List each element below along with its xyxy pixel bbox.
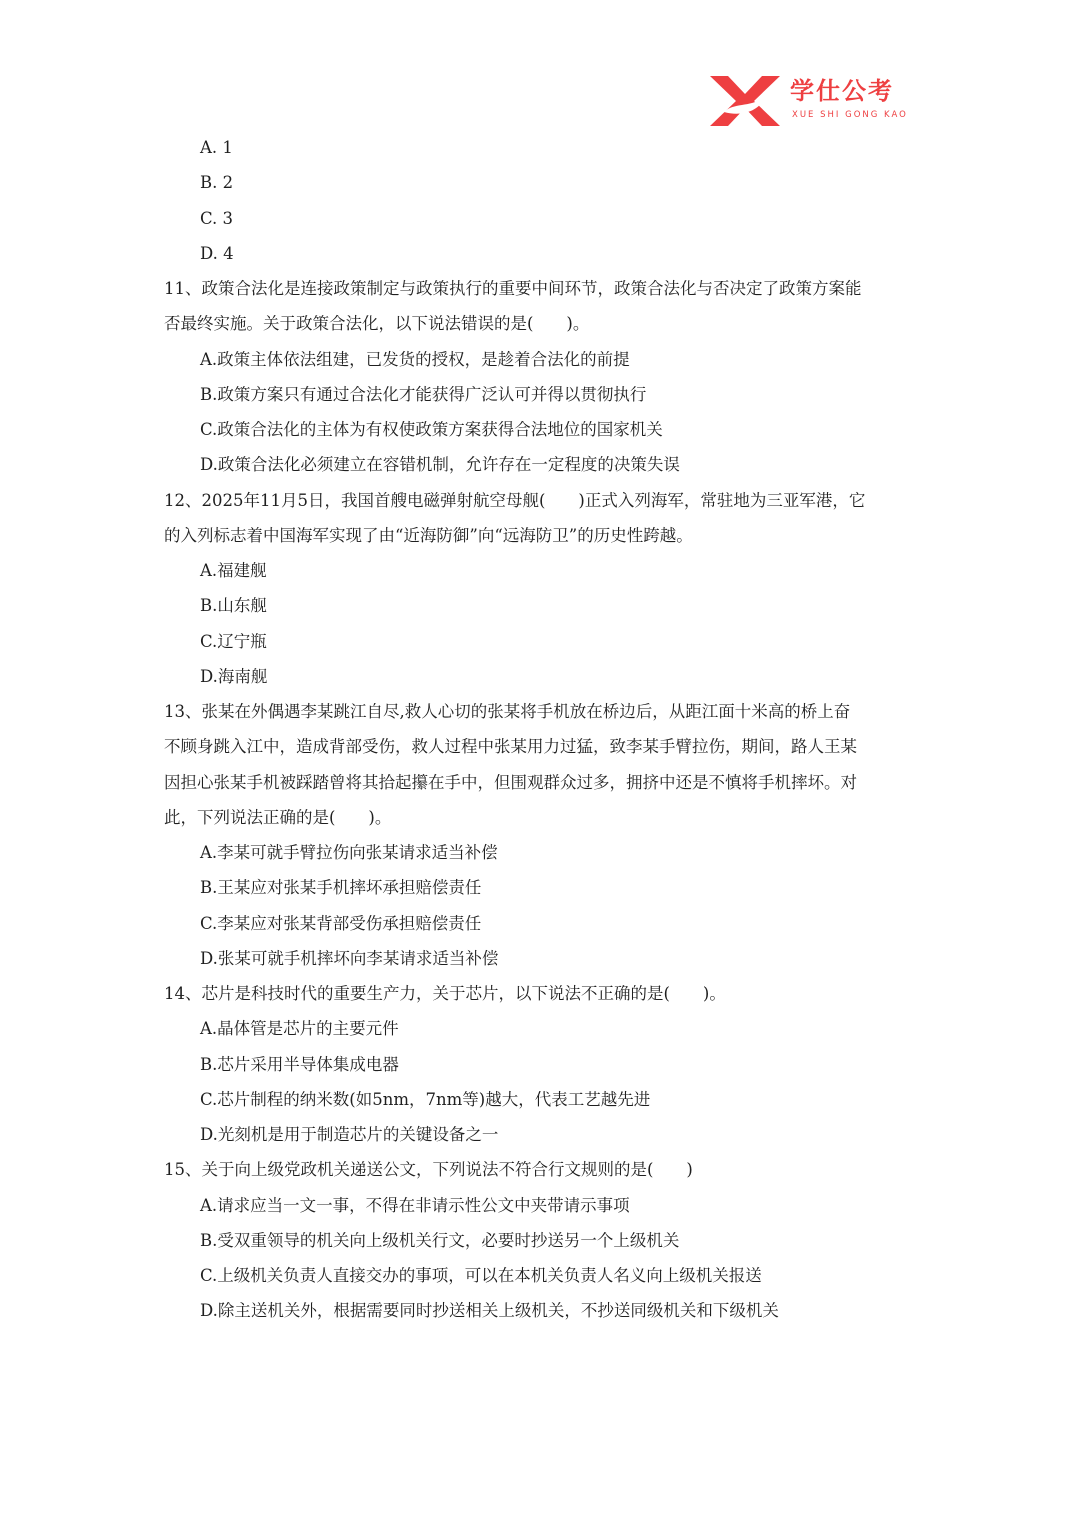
answer-option: D.海南舰 <box>200 666 268 686</box>
answer-option: A.政策主体依法组建，已发货的授权，是趁着合法化的前提 <box>200 349 630 369</box>
logo-text: 学仕公考 <box>790 77 894 105</box>
answer-option: C.辽宁瓶 <box>200 631 267 651</box>
answer-option: C. 3 <box>200 208 234 228</box>
answer-option: B.政策方案只有通过合法化才能获得广泛认可并得以贯彻执行 <box>200 384 647 404</box>
logo-x-icon <box>708 74 782 128</box>
question-text: 否最终实施。关于政策合法化，以下说法错误的是( )。 <box>164 314 590 334</box>
answer-option: D.光刻机是用于制造芯片的关键设备之一 <box>200 1125 499 1144</box>
answer-option: B. 2 <box>200 173 234 193</box>
question-text: 因担心张某手机被踩踏曾将其拾起攥在手中，但围观群众过多，拥挤中还是不慎将手机摔坏。对 <box>164 772 857 792</box>
exam-content <box>0 130 1080 1329</box>
answer-option: D.除主送机关外，根据需要同时抄送相关上级机关，不抄送同级机关和下级机关 <box>200 1301 779 1321</box>
logo-subtext: XUE SHI GONG KAO <box>792 110 908 120</box>
answer-option: C.上级机关负责人直接交办的事项，可以在本机关负责人名义向上级机关报送 <box>200 1266 762 1285</box>
question-text: 不顾身跳入江中，造成背部受伤，救人过程中张某用力过猛，致李某手臂拉伤，期间，路人王某 <box>164 737 857 757</box>
question-text: 的入列标志着中国海军实现了由“近海防御”向“远海防卫”的历史性跨越。 <box>164 525 693 545</box>
answer-option: A. 1 <box>200 138 233 157</box>
answer-option: B.王某应对张某手机摔坏承担赔偿责任 <box>200 878 482 898</box>
question-text: 11、政策合法化是连接政策制定与政策执行的重要中间环节，政策合法化与否决定了政策方案能 <box>164 279 862 298</box>
answer-option: B.芯片采用半导体集成电器 <box>200 1054 399 1074</box>
answer-option: A.福建舰 <box>200 561 267 580</box>
brand-logo <box>708 74 928 128</box>
answer-option: C.李某应对张某背部受伤承担赔偿责任 <box>200 913 482 933</box>
question-text: 15、关于向上级党政机关递送公文，下列说法不符合行文规则的是( ) <box>164 1160 693 1180</box>
answer-option: A.晶体管是芯片的主要元件 <box>200 1019 399 1039</box>
answer-option: C.芯片制程的纳米数(如5nm，7nm等)越大，代表工艺越先进 <box>200 1089 651 1109</box>
answer-option: A.李某可就手臂拉伤向张某请求适当补偿 <box>200 843 498 862</box>
question-text: 12、2025年11月5日，我国首艘电磁弹射航空母舰( )正式入列海军，常驻地为三亚军港，它 <box>164 490 866 510</box>
answer-option: D.张某可就手机摔坏向李某请求适当补偿 <box>200 948 499 968</box>
answer-option: A.请求应当一文一事，不得在非请示性公文中夹带请示事项 <box>200 1195 630 1215</box>
answer-option: C.政策合法化的主体为有权使政策方案获得合法地位的国家机关 <box>200 420 663 439</box>
answer-option: D.政策合法化必须建立在容错机制，允许存在一定程度的决策失误 <box>200 455 680 475</box>
question-text: 14、芯片是科技时代的重要生产力，关于芯片，以下说法不正确的是( )。 <box>164 984 726 1003</box>
answer-option: D. 4 <box>200 243 234 263</box>
answer-option: B.受双重领导的机关向上级机关行文，必要时抄送另一个上级机关 <box>200 1230 680 1250</box>
question-text: 13、张某在外偶遇李某跳江自尽,救人心切的张某将手机放在桥边后，从距江面十米高的桥上奋 <box>164 702 851 721</box>
answer-option: B.山东舰 <box>200 596 267 616</box>
question-text: 此，下列说法正确的是( )。 <box>164 807 392 827</box>
